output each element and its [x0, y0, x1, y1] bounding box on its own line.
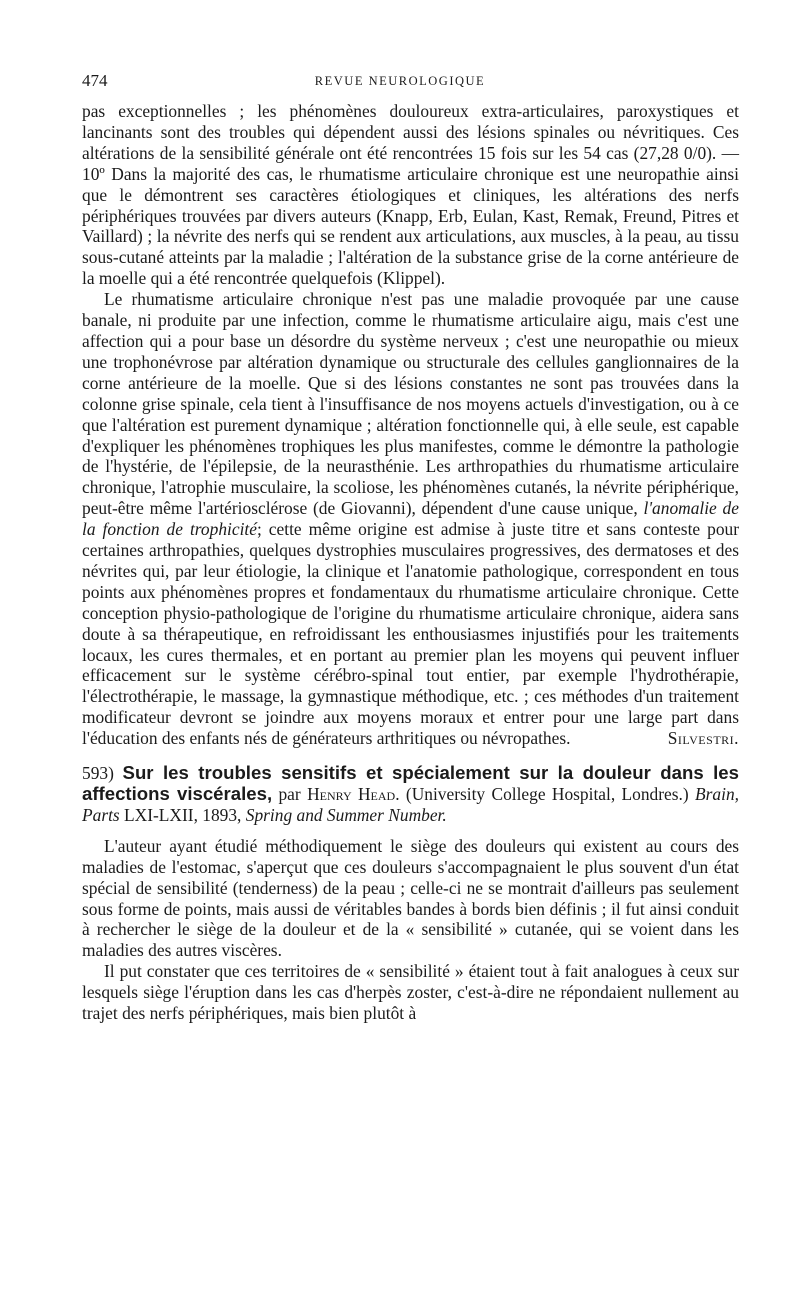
- paragraph-text: ; cette même origine est admise à juste titre et sans conteste pour certaines arthropathies, quelques dystrophies musculaires progressives, des dermatoses et des névrites qui, par leur étiologie, la clinique et l'anatomie pathologique, correspondent en tous points aux phénomènes propres et fondamentaux du rhumatisme articulaire chronique. Cette conception physio-pathologique de l'origine du rhumatisme articulaire chronique, aidera sans doute à sa thérapeutique, en refroidissant les enthousiasmes injustifiés pour les traitements locaux, les cures thermales, et en portant au premier plan les moyens qui peuvent influer efficacement sur le système cérébro-spinal tout entier, par exemple l'hydrothérapie, l'électrothérapie, le massage, la gymnastique méthodique, etc. ; ces méthodes d'un traitement modificateur devront se joindre aux moyens moraux et entrer pour une large part dans l'éducation des enfants nés de générateurs arthritiques ou névropathes.: [82, 519, 740, 749]
- article-heading: [82, 763, 739, 826]
- journal-title: REVUE NEUROLOGIQUE: [314, 74, 486, 88]
- signature: Silvestri.: [667, 728, 739, 749]
- paragraph: [82, 961, 739, 1024]
- running-head: [82, 71, 718, 93]
- page-number: 474: [82, 71, 108, 90]
- paragraph: [82, 836, 739, 961]
- article-issue: Spring and Summer Number.: [245, 804, 447, 825]
- by-word: par: [278, 784, 301, 805]
- paragraph: [82, 101, 739, 289]
- italic-phrase: l'anomalie de la fonction de trophicité: [82, 498, 739, 540]
- body-text: [82, 101, 739, 1024]
- paragraph-text: L'auteur ayant étudié méthodiquement le siège des douleurs qui existent au cours des maladies de l'estomac, s'aperçut que ces douleurs s'accompagnaient le plus souvent d'un état spécial de sensibilité (tenderness) de la peau ; celle-ci ne se montrait d'ailleurs pas seulement sous forme de points, mais aussi de véritables bandes à bords bien définis ; il fut ainsi conduit à rechercher le siège de la douleur et de la « sensibilité » cutanée, qui se voient dans les maladies des autres viscères.: [82, 835, 739, 961]
- article-author: Henry Head.: [307, 784, 400, 805]
- article-affiliation: (University College Hospital, Londres.): [405, 784, 689, 805]
- paragraph-text: Il put constater que ces territoires de « sensibilité » étaient tout à fait analogues à ceux sur lesquels siège l'éruption dans les cas d'herpès zoster, c'est-à-dire ne répondaient nullement au trajet des nerfs périphériques, mais bien plutôt à: [82, 961, 739, 1024]
- paragraph: [82, 289, 739, 749]
- article-number: 593): [82, 763, 114, 784]
- paragraph-text: pas exceptionnelles ; les phénomènes douloureux extra-articulaires, paroxystiques et lancinants sont des troubles qui dépendent aussi des lésions spinales ou névritiques. Ces altérations de la sensibilité générale ont été rencontrées 15 fois sur les 54 cas (27,28 0/0). — 10º Dans la majorité des cas, le rhumatisme articulaire chronique est une neuropathie ainsi que le démontrent ses caractères étiologiques et cliniques, les altérations des nerfs périphériques trouvées par divers auteurs (Knapp, Erb, Eulan, Kast, Remak, Freund, Pitres et Vaillard) ; la névrite des nerfs qui se rendent aux articulations, aux muscles, à la peau, au tissu sous-cutané atteints par la maladie ; l'altération de la substance grise de la corne antérieure de la moelle qui a été rencontrée quelquefois (Klippel).: [82, 101, 739, 289]
- article-title: Sur les troubles sensitifs et spécialement sur la douleur dans les affections viscérales,: [82, 762, 739, 805]
- paragraph-text: Le rhumatisme articulaire chronique n'est pas une maladie provoquée par une cause banale, ni produite par une infection, comme le rhumatisme articulaire aigu, mais c'est une affection qui a pour base un désordre du système nerveux ; c'est une neuropathie ou mieux une trophonévrose par altération dynamique ou structurale des cellules ganglionnaires de la corne antérieure de la moelle. Que si des lésions constantes ne sont pas trouvées dans la colonne grise spinale, cela tient à l'insuffisance de nos moyens actuels d'investigation, ou à ce que l'altération est purement dynamique ; altération fonctionnelle qui, à elle seule, est capable d'expliquer les phénomènes trophiques les plus manifestes, comme le démontre la pathologie de l'hystérie, de l'épilepsie, de la neurasthénie. Les arthropathies du rhumatisme articulaire chronique, l'atrophie musculaire, la scoliose, les phénomènes cutanés, la névrite périphérique, peut-être même l'artériosclérose (de Giovanni), dépendent d'une cause unique,: [82, 289, 739, 519]
- article-journal: Brain, Parts: [82, 784, 739, 825]
- article-volume: LXI-LXII, 1893,: [124, 804, 242, 825]
